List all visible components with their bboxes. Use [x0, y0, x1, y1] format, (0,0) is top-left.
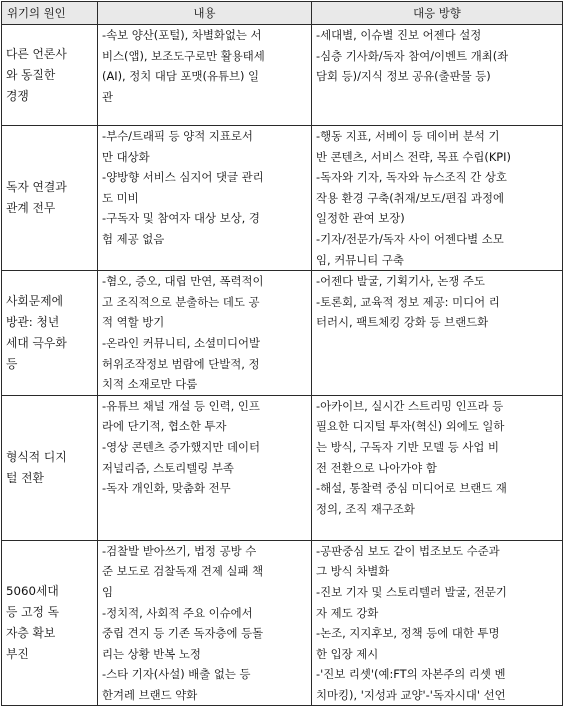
cell-text-line: 허위조작정보 범람에 단발적, 정	[102, 356, 260, 371]
table-row	[2, 395, 563, 540]
cell-text-line: -공판중심 보도 같이 법조보도 수준과	[316, 543, 500, 558]
cell-text-line: 관계 전무	[6, 201, 56, 216]
cell-text-line: 세대 극우화	[6, 335, 67, 350]
cell-text-line: 독자 연결과	[6, 180, 67, 195]
cell-text-line: 담회 등)/지식 정보 공유(출판물 등)	[316, 69, 491, 84]
response-cell	[312, 126, 563, 271]
header-row	[2, 2, 563, 25]
cell-text-line: 임, 커뮤니티 구축	[316, 252, 404, 267]
cell-text-line: -논조, 지지후보, 정책 등에 대한 투명	[316, 626, 500, 641]
table-body	[2, 25, 563, 706]
cell-text-line: 는 방식, 구독자 기반 모델 등 사업 비	[316, 439, 500, 454]
cell-text-line: -토론회, 교육적 정보 제공: 미디어 리	[316, 294, 500, 309]
cell-text-line: 준 보도로 검찰독재 견제 실패 책	[102, 564, 264, 579]
cell-text-line: 리는 상황 반복 노정	[102, 646, 201, 661]
cell-text-line: 치마킹), '지성과 교양'-'독자시대' 선언	[316, 687, 506, 702]
cell-text-line: 도 미비	[102, 190, 139, 205]
cell-text-line: -어젠다 발굴, 기획기사, 논쟁 주도	[316, 274, 485, 289]
cell-text-line: 터러시, 팩트체킹 강화 등 브랜드화	[316, 315, 489, 330]
cell-text-line: 다른 언론사	[6, 46, 67, 61]
header-response: 대응 방향	[312, 2, 563, 25]
cell-text-line: -기자/전문가/독자 사이 어젠다별 소모	[316, 231, 504, 246]
cell-text-line: 저널리즘, 스토리텔링 부족	[102, 460, 234, 475]
content-cell	[98, 126, 312, 271]
cell-text-line: 형식적 디지	[6, 449, 67, 464]
cell-text-line: -정치적, 사회적 주요 이슈에서	[102, 605, 253, 620]
cell-text-line: -해설, 통찰력 중심 미디어로 브랜드 재	[316, 481, 507, 496]
cell-text-line: (AI), 정치 대담 포맷(유튜브) 일	[102, 69, 260, 84]
cell-text-line: 관	[102, 89, 114, 104]
cell-text-line: 털 전환	[6, 470, 44, 485]
cell-text-line: -구독자 및 참여자 대상 보상, 경	[102, 211, 260, 226]
cause-cell	[2, 126, 98, 271]
cell-text-line: 부진	[6, 647, 29, 662]
response-cell	[312, 395, 563, 540]
header-cause: 위기의 원인	[2, 2, 98, 25]
cell-text-line: 사회문제에	[6, 293, 63, 308]
cell-text-line: 방관: 청년	[6, 314, 60, 329]
cell-text-line: -영상 콘텐츠 증가했지만 데이터	[102, 439, 261, 454]
table-row	[2, 126, 563, 271]
cell-text-line: 작용 환경 구축(취재/보도/편집 과정에	[316, 190, 505, 205]
cell-text-line: 만 대상화	[102, 149, 150, 164]
cell-text-line: 고 조직적으로 분출하는 데도 공	[102, 294, 260, 309]
cell-text-line: 자층 확보	[6, 626, 56, 641]
cell-text-line: 등	[6, 356, 18, 371]
table-row	[2, 271, 563, 396]
table-row	[2, 25, 563, 126]
content-cell	[98, 395, 312, 540]
content-cell	[98, 25, 312, 126]
cause-cell	[2, 25, 98, 126]
cell-text-line: 그 방식 차별화	[316, 564, 390, 579]
cell-text-line: 와 동질한	[6, 67, 56, 82]
cell-text-line: -독자 개인화, 맞춤화 전무	[102, 481, 231, 496]
cell-text-line: 임	[102, 584, 114, 599]
cell-text-line: 필요한 디지털 투자(혁신) 외에도 일하	[316, 419, 505, 434]
content-cell	[98, 540, 312, 706]
cell-text-line: -아카이브, 실시간 스트리밍 인프라 등	[316, 398, 504, 413]
cell-text-line: 전 전환으로 나아가야 함	[316, 460, 437, 475]
cause-cell	[2, 395, 98, 540]
cell-text-line: -'진보 리셋'(예:FT의 자본주의 리셋 벤	[316, 667, 506, 682]
cell-text-line: 자 제도 강화	[316, 605, 379, 620]
cell-text-line: -진보 기자 및 스토리텔러 발굴, 전문기	[316, 584, 507, 599]
cause-cell	[2, 271, 98, 396]
cell-text-line: -양방향 서비스 심지어 댓글 관리	[102, 170, 264, 185]
cell-text-line: -혐오, 증오, 대립 만연, 폭력적이	[102, 274, 264, 289]
cell-text-line: 중립 견지 등 기존 독자층에 등돌	[102, 626, 264, 641]
response-cell	[312, 540, 563, 706]
cell-text-line: 험 제공 없음	[102, 231, 165, 246]
cell-text-line: 적 역할 방기	[102, 315, 165, 330]
cell-text-line: -독자와 기자, 독자와 뉴스조직 간 상호	[316, 170, 507, 185]
cell-text-line: -속보 양산(포털), 차별화없는 서	[102, 28, 262, 42]
cell-text-line: 치적 소재로만 다룸	[102, 377, 198, 392]
cell-text-line: -부수/트래픽 등 양적 지표로서	[102, 129, 253, 143]
cell-text-line: -유튜브 채널 개설 등 인력, 인프	[102, 398, 260, 413]
cell-text-line: -스타 기자(사설) 배출 없는 등	[102, 667, 251, 682]
cell-text-line: -행동 지표, 서베이 등 데이버 분석 기	[316, 129, 500, 143]
cell-text-line: 일정한 관여 보장)	[316, 211, 405, 226]
cell-text-line: -세대별, 이슈별 진보 어젠다 설정	[316, 28, 482, 42]
cause-cell	[2, 540, 98, 706]
crisis-response-table	[1, 1, 563, 706]
cell-text-line: -검찰발 받아쓰기, 법정 공방 수	[102, 543, 257, 558]
content-cell	[98, 271, 312, 396]
cell-text-line: 한 입장 제시	[316, 646, 379, 661]
table-row	[2, 540, 563, 706]
cell-text-line: 5060세대	[6, 584, 59, 599]
cell-text-line: 한겨레 브랜드 약화	[102, 687, 198, 702]
cell-text-line: -심층 기사화/독자 참여/이벤트 개최(좌	[316, 48, 509, 63]
cell-text-line: 등 고정 독	[6, 605, 60, 620]
cell-text-line: 정의, 조직 재구조화	[316, 501, 415, 516]
cell-text-line: 반 콘텐츠, 서비스 전략, 목표 수립(KPI)	[316, 149, 511, 164]
response-cell	[312, 271, 563, 396]
cell-text-line: 경쟁	[6, 88, 29, 103]
cell-text-line: 비스(앱), 보조도구로만 활용태세	[102, 48, 265, 63]
cell-text-line: 라에 단기적, 협소한 투자	[102, 419, 227, 434]
response-cell	[312, 25, 563, 126]
cell-text-line: -온라인 커뮤니티, 소셜미디어발	[102, 335, 261, 350]
header-content: 내용	[98, 2, 312, 25]
